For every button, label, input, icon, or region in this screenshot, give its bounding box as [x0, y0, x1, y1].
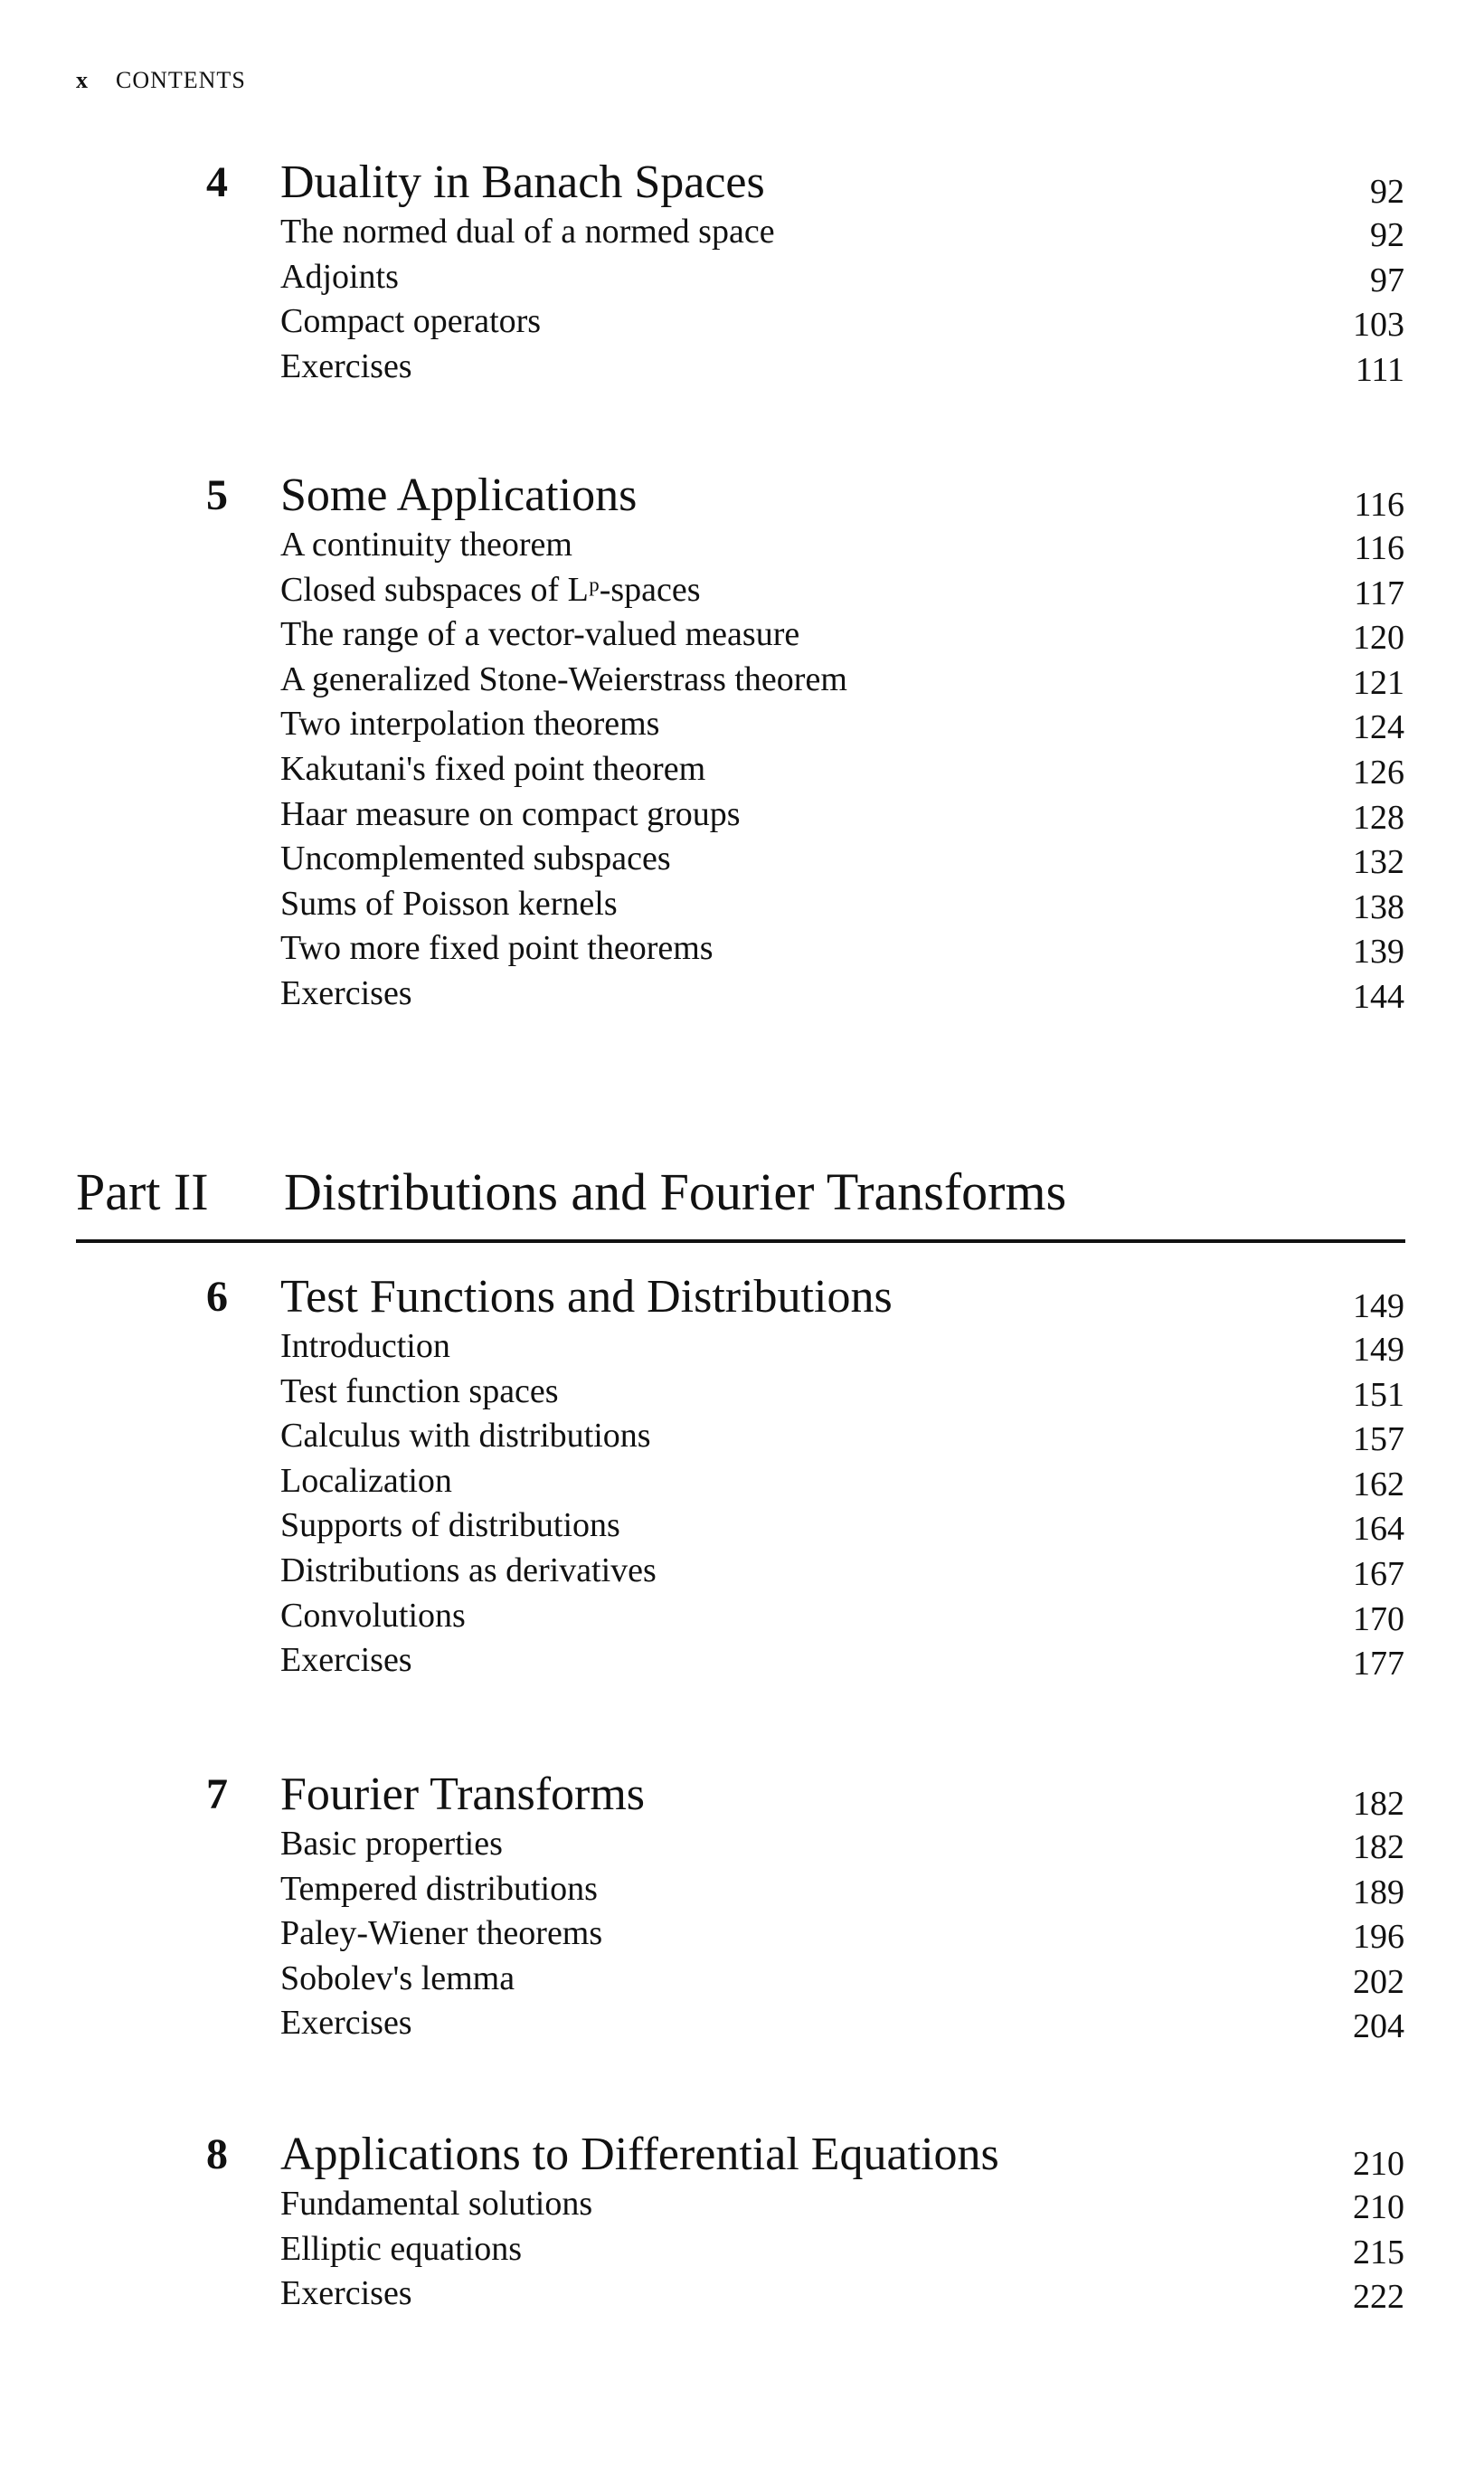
chapter-heading [0, 156, 1484, 210]
section-list [0, 1324, 1484, 1684]
toc-entry [0, 345, 1484, 390]
section-title: The normed dual of a normed space [280, 213, 775, 251]
part-heading [0, 1156, 1484, 1228]
section-title: Tempered distributions [280, 1869, 598, 1908]
section-title: Exercises [280, 2004, 412, 2043]
toc-entry [0, 299, 1484, 345]
section-page: 149 [1353, 1331, 1404, 1369]
section-list [0, 2182, 1484, 2317]
section-page: 182 [1353, 1828, 1404, 1866]
section-title: Uncomplemented subspaces [280, 839, 671, 878]
section-page: 162 [1353, 1465, 1404, 1503]
section-title: Distributions as derivatives [280, 1551, 657, 1589]
section-title: Test function spaces [280, 1371, 559, 1410]
section-page: 138 [1353, 887, 1404, 926]
toc-entry [0, 1503, 1484, 1549]
toc-entry [0, 747, 1484, 792]
section-title: A continuity theorem [280, 526, 572, 564]
section-title: Fundamental solutions [280, 2185, 593, 2223]
section-page: 222 [1353, 2278, 1404, 2317]
section-title: Two interpolation theorems [280, 705, 660, 744]
chapter-number: 7 [206, 1770, 228, 1818]
chapter-number: 8 [206, 2130, 228, 2178]
toc-entry [0, 702, 1484, 747]
toc-entry [0, 1370, 1484, 1415]
section-title: Exercises [280, 2274, 412, 2313]
section-page: 128 [1353, 798, 1404, 837]
running-title: CONTENTS [116, 67, 246, 93]
chapter-4 [0, 156, 1484, 389]
section-page: 116 [1354, 529, 1404, 567]
chapter-page: 149 [1353, 1287, 1404, 1325]
toc-entry [0, 1957, 1484, 2002]
section-title: Compact operators [280, 302, 542, 341]
chapter-title: Test Functions and Distributions [280, 1271, 893, 1323]
section-page: 196 [1353, 1918, 1404, 1957]
toc-entry [0, 210, 1484, 255]
chapter-number: 6 [206, 1273, 228, 1321]
section-page: 189 [1353, 1873, 1404, 1911]
section-title: Convolutions [280, 1596, 466, 1635]
section-page: 151 [1353, 1375, 1404, 1414]
toc-entry [0, 2001, 1484, 2046]
chapter-6 [0, 1270, 1484, 1684]
section-title: Supports of distributions [280, 1506, 620, 1545]
toc-entry [0, 2182, 1484, 2227]
section-page: 103 [1353, 306, 1404, 345]
chapter-number: 5 [206, 471, 228, 519]
chapter-5 [0, 469, 1484, 1017]
section-page: 204 [1353, 2007, 1404, 2046]
section-list [0, 523, 1484, 1017]
section-page: 164 [1353, 1510, 1404, 1549]
section-title: Closed subspaces of Lᵖ-spaces [280, 570, 701, 609]
section-title: Sums of Poisson kernels [280, 884, 618, 923]
section-page: 144 [1353, 977, 1404, 1016]
section-title: The range of a vector-valued measure [280, 615, 800, 654]
section-page: 215 [1353, 2233, 1404, 2272]
section-title: A generalized Stone-Weierstrass theorem [280, 659, 847, 698]
chapter-heading [0, 2128, 1484, 2182]
toc-entry [0, 612, 1484, 658]
toc-entry [0, 1414, 1484, 1459]
chapter-title: Duality in Banach Spaces [280, 156, 765, 208]
toc-entry [0, 658, 1484, 703]
section-title: Two more fixed point theorems [280, 929, 714, 968]
toc-entry [0, 792, 1484, 838]
section-page: 126 [1353, 753, 1404, 792]
part-label: Part II [76, 1162, 209, 1221]
section-title: Adjoints [280, 257, 399, 296]
section-title: Basic properties [280, 1825, 503, 1863]
section-title: Sobolev's lemma [280, 1959, 515, 1997]
section-page: 139 [1353, 933, 1404, 972]
toc-entry [0, 837, 1484, 882]
chapter-heading [0, 1768, 1484, 1822]
section-page: 121 [1353, 663, 1404, 702]
section-title: Calculus with distributions [280, 1417, 651, 1456]
section-page: 202 [1353, 1962, 1404, 2001]
section-page: 170 [1353, 1599, 1404, 1638]
chapter-title: Some Applications [280, 469, 638, 521]
chapter-page: 92 [1370, 173, 1404, 211]
toc-entry [0, 1549, 1484, 1594]
chapter-page: 182 [1353, 1785, 1404, 1823]
chapter-heading [0, 469, 1484, 523]
toc-entry [0, 1324, 1484, 1370]
section-page: 97 [1370, 261, 1404, 299]
toc-entry [0, 523, 1484, 568]
section-page: 117 [1354, 574, 1404, 612]
section-page: 92 [1370, 216, 1404, 254]
chapter-heading [0, 1270, 1484, 1324]
toc-entry [0, 926, 1484, 972]
section-title: Exercises [280, 346, 412, 385]
toc-entry [0, 1822, 1484, 1867]
toc-entry [0, 1911, 1484, 1957]
chapter-number: 4 [206, 158, 228, 206]
chapter-title: Fourier Transforms [280, 1769, 646, 1820]
chapter-page: 210 [1353, 2145, 1404, 2183]
toc-entry [0, 972, 1484, 1017]
section-page: 111 [1355, 350, 1404, 389]
toc-entry [0, 1459, 1484, 1504]
section-title: Exercises [280, 1641, 412, 1680]
part-title: Distributions and Fourier Transforms [284, 1162, 1067, 1221]
section-page: 177 [1353, 1645, 1404, 1684]
section-title: Paley-Wiener theorems [280, 1914, 603, 1953]
section-page: 210 [1353, 2188, 1404, 2226]
section-page: 157 [1353, 1420, 1404, 1459]
section-page: 167 [1353, 1554, 1404, 1593]
toc-entry [0, 882, 1484, 927]
toc-entry [0, 1638, 1484, 1684]
running-head [76, 67, 246, 94]
section-title: Exercises [280, 973, 412, 1012]
section-list [0, 1822, 1484, 2046]
toc-entry [0, 2227, 1484, 2272]
toc-entry [0, 1867, 1484, 1912]
section-title: Haar measure on compact groups [280, 794, 741, 833]
toc-entry [0, 255, 1484, 300]
toc-entry [0, 2272, 1484, 2317]
chapter-7 [0, 1768, 1484, 2046]
section-title: Kakutani's fixed point theorem [280, 749, 706, 788]
page-folio: x [76, 67, 89, 93]
chapter-title: Applications to Differential Equations [280, 2129, 999, 2180]
section-title: Localization [280, 1461, 452, 1500]
toc-entry [0, 568, 1484, 613]
chapter-8 [0, 2128, 1484, 2317]
chapter-page: 116 [1354, 486, 1404, 524]
section-list [0, 210, 1484, 389]
section-page: 120 [1353, 619, 1404, 658]
section-page: 124 [1353, 708, 1404, 747]
part-rule [76, 1239, 1405, 1243]
toc-entry [0, 1594, 1484, 1639]
section-page: 132 [1353, 843, 1404, 882]
section-title: Introduction [280, 1327, 450, 1365]
section-title: Elliptic equations [280, 2229, 523, 2268]
